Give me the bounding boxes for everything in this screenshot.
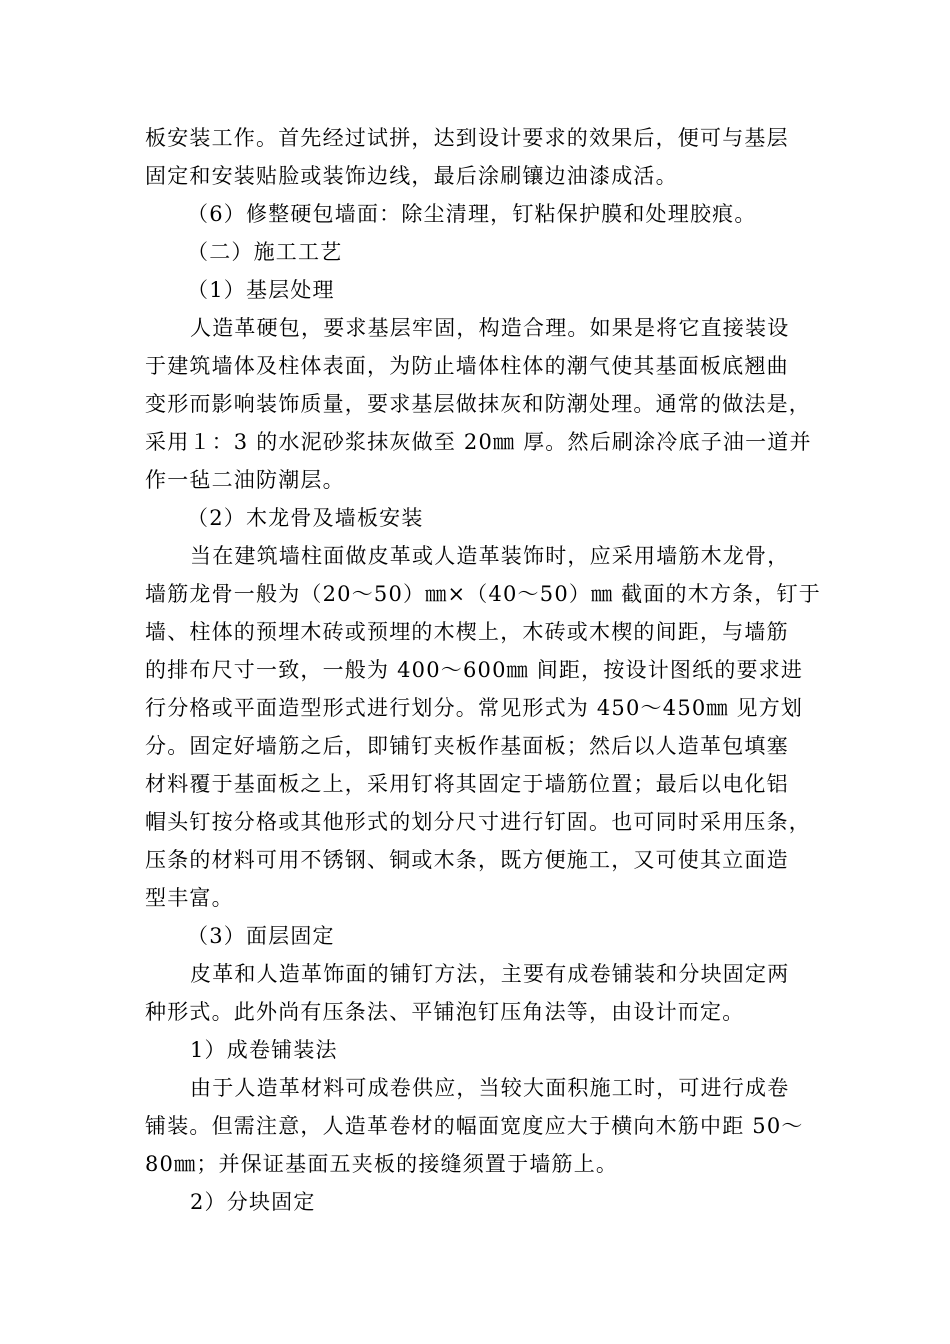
text-line: 墙筋龙骨一般为（20～50）㎜×（40～50）㎜ 截面的木方条，钉于 [145, 582, 821, 606]
paragraph-first-line: 人造革硬包，要求基层牢固，构造合理。如果是将它直接装设 [190, 316, 790, 340]
text-line: 行分格或平面造型形式进行划分。常见形式为 450～450㎜ 见方划 [145, 696, 804, 720]
text-line: 80㎜；并保证基面五夹板的接缝须置于墙筋上。 [145, 1152, 619, 1176]
subsection-heading: （2）木龙骨及墙板安装 [187, 506, 424, 530]
paragraph-first-line: 当在建筑墙柱面做皮革或人造革装饰时，应采用墙筋木龙骨， [190, 544, 790, 568]
paragraph-first-line: 皮革和人造革饰面的铺钉方法，主要有成卷铺装和分块固定两 [190, 962, 790, 986]
text-line: 的排布尺寸一致，一般为 400～600㎜ 间距，按设计图纸的要求进 [145, 658, 804, 682]
text-line: 板安装工作。首先经过试拼，达到设计要求的效果后，便可与基层 [145, 126, 789, 150]
text-line: 型丰富。 [145, 886, 234, 910]
text-line: 采用１：3 的水泥砂浆抹灰做至 20㎜ 厚。然后刷涂冷底子油一道并 [145, 430, 812, 454]
text-line: 分。固定好墙筋之后，即铺钉夹板作基面板；然后以人造革包填塞 [145, 734, 789, 758]
text-line: 帽头钉按分格或其他形式的划分尺寸进行钉固。也可同时采用压条， [145, 810, 811, 834]
text-line: 种形式。此外尚有压条法、平铺泡钉压角法等，由设计而定。 [145, 1000, 745, 1024]
paragraph-first-line: 由于人造革材料可成卷供应，当较大面积施工时，可进行成卷 [190, 1076, 790, 1100]
list-item: （6）修整硬包墙面：除尘清理，钉粘保护膜和处理胶痕。 [187, 202, 757, 226]
item-heading: 1）成卷铺装法 [190, 1038, 338, 1062]
item-heading: 2）分块固定 [190, 1190, 316, 1214]
text-line: 材料覆于基面板之上，采用钉将其固定于墙筋位置；最后以电化铝 [145, 772, 789, 796]
text-line: 墙、柱体的预埋木砖或预埋的木楔上，木砖或木楔的间距，与墙筋 [145, 620, 789, 644]
text-line: 变形而影响装饰质量，要求基层做抹灰和防潮处理。通常的做法是， [145, 392, 811, 416]
text-line: 铺装。但需注意，人造革卷材的幅面宽度应大于横向木筋中距 50～ [145, 1114, 804, 1138]
text-line: 于建筑墙体及柱体表面，为防止墙体柱体的潮气使其基面板底翘曲 [145, 354, 789, 378]
section-heading: （二）施工工艺 [187, 240, 343, 264]
subsection-heading: （1）基层处理 [187, 278, 335, 302]
text-line: 压条的材料可用不锈钢、铜或木条，既方便施工，又可使其立面造 [145, 848, 789, 872]
subsection-heading: （3）面层固定 [187, 924, 335, 948]
text-line: 固定和安装贴脸或装饰边线，最后涂刷镶边油漆成活。 [145, 164, 678, 188]
text-line: 作一毡二油防潮层。 [145, 468, 345, 492]
